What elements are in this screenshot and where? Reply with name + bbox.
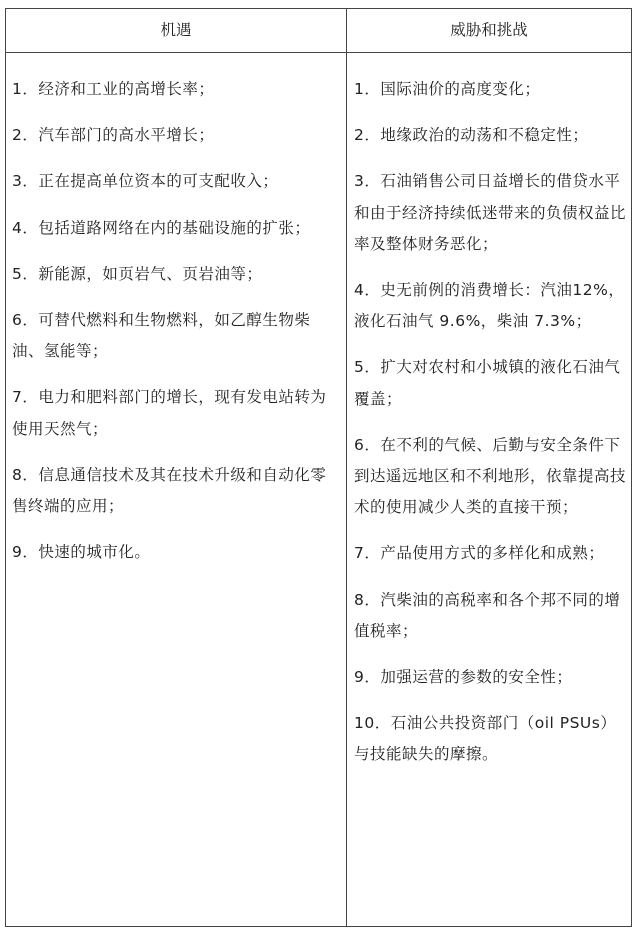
opportunity-item: 4．包括道路网络在内的基础设施的扩张；: [12, 218, 311, 237]
column-divider: [346, 9, 347, 926]
opportunity-item: 5．新能源，如页岩气、页岩油等；: [12, 264, 263, 283]
threat-item: 8．汽柴油的高税率和各个邦不同的增值税率；: [354, 590, 621, 640]
threat-item: 10．石油公共投资部门（oil PSUs）与技能缺失的摩擦。: [354, 714, 617, 764]
threat-item: 3．石油销售公司日益增长的借贷水平和由于经济持续低迷带来的负债权益比率及整体财务恶化；: [354, 172, 627, 253]
swot-table: [5, 8, 632, 927]
opportunity-item: 1．经济和工业的高增长率；: [12, 80, 215, 98]
threat-item: 2．地缘政治的动荡和不稳定性；: [354, 126, 589, 145]
threat-item: 5．扩大对农村和小城镇的液化石油气覆盖；: [354, 358, 621, 408]
threats-list: [354, 53, 626, 786]
threats-header: 威胁和挑战: [450, 21, 528, 39]
opportunities-header: 机遇: [160, 21, 192, 39]
opportunity-item: 7．电力和肥料部门的增长，现有发电站转为使用天然气；: [12, 388, 327, 438]
threat-item: 4．史无前例的消费增长：汽油12%，液化石油气 9.6%，柴油 7.3%；: [354, 281, 625, 331]
threat-item: 9．加强运营的参数的安全性；: [354, 668, 573, 687]
opportunity-item: 6．可替代燃料和生物燃料，如乙醇生物柴油、氢能等；: [12, 311, 311, 361]
opportunity-item: 2．汽车部门的高水平增长；: [12, 126, 215, 145]
opportunity-item: 8．信息通信技术及其在技术升级和自动化零售终端的应用；: [12, 465, 327, 516]
opportunity-item: 9．快速的城市化。: [12, 543, 151, 562]
opportunities-list: [12, 53, 340, 583]
opportunity-item: 3．正在提高单位资本的可支配收入；: [12, 172, 279, 191]
threat-item: 7．产品使用方式的多样化和成熟；: [354, 544, 605, 563]
threat-item: 6．在不利的气候、后勤与安全条件下到达遥远地区和不利地形，依靠提高技术的使用减少人类的直接干预；: [354, 435, 627, 517]
threat-item: 1．国际油价的高度变化；: [354, 80, 541, 98]
